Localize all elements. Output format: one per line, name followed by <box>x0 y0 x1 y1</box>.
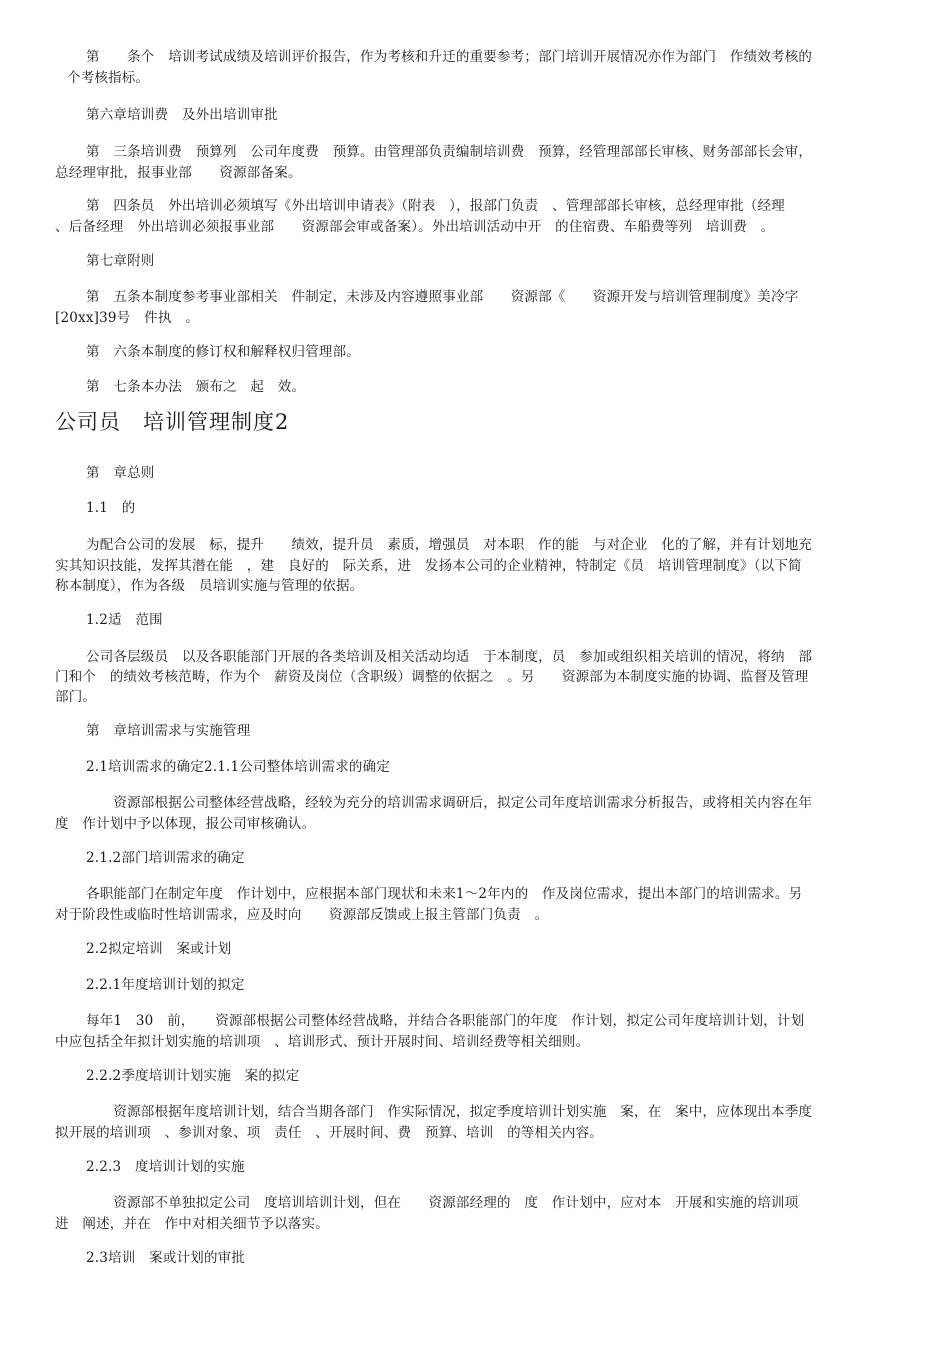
section-2-1-2-line1: 各职能部门在制定年度 作计划中，应根据本部门现状和未来1～2年内的 作及岗位需求，提出本部门的培训需求。另 <box>86 886 803 902</box>
section-2-1-1-line2: 度 作计划中予以体现，报公司审核确认。 <box>55 816 316 832</box>
section-1-2-line3: 部门。 <box>55 689 97 705</box>
article-reference-line1: 第 五条本制度参考事业部相关 件制定，未涉及内容遵照事业部 资源部《 资源开发与培训管理制度》美冷字 <box>86 289 799 305</box>
article-effective: 第 七条本办法 颁布之 起 效。 <box>86 379 306 395</box>
section-2-2-2-line2: 拟开展的培训项 、参训对象、项 责任 、开展时间、费 预算、培训 的等相关内容。 <box>55 1125 603 1141</box>
section-2-1-2-line2: 对于阶段性或临时性培训需求，应及时向 资源部反馈或上报主管部门负责 。 <box>55 907 549 923</box>
article-external-line1: 第 四条员 外出培训必须填写《外出培训申请表》（附表 ），报部门负责 、管理部部长审核，总经理审批（经理 <box>86 198 785 214</box>
article-reference-line2: [20xx]39号 件执 。 <box>55 310 199 326</box>
section-2-2-1-heading: 2.2.1年度培训计划的拟定 <box>86 977 245 993</box>
section-2-2-2-heading: 2.2.2季度培训计划实施 案的拟定 <box>86 1068 300 1084</box>
section-1-1-heading: 1.1 的 <box>86 500 136 516</box>
section-2-1-heading: 2.1培训需求的确定2.1.1公司整体培训需求的确定 <box>86 759 391 775</box>
article-external-line2: 、后备经理 外出培训必须报事业部 资源部会审或备案）。外出培训活动中开 的住宿费、车船费等列 培训费 。 <box>55 219 775 235</box>
section-1-1-line2: 实其知识技能，发挥其潜在能 ，建 良好的 际关系，进 发扬本公司的企业精神，特制定《员 培训管理制度》（以下简 <box>55 558 802 574</box>
chapter-2-heading: 第 章培训需求与实施管理 <box>86 723 251 739</box>
article-exam-line1: 第 条个 培训考试成绩及培训评价报告，作为考核和升迁的重要参考；部门培训开展情况亦作为部门 作绩效考核的 <box>86 49 813 65</box>
chapter-7-heading: 第七章附则 <box>86 253 155 269</box>
section-1-2-line2: 门和个 的绩效考核范畴，作为个 薪资及岗位（含职级）调整的依据之 。另 资源部为本制度实施的协调、监督及管理 <box>55 669 809 685</box>
section-1-1-line1: 为配合公司的发展 标，提升 绩效，提升员 素质，增强员 对本职 作的能 与对企业 化的了解，并有计划地充 <box>86 537 813 553</box>
section-2-3-heading: 2.3培训 案或计划的审批 <box>86 1250 246 1266</box>
chapter-1-heading: 第 章总则 <box>86 465 155 481</box>
section-2-1-1-line1: 资源部根据公司整体经营战略，经较为充分的培训需求调研后，拟定公司年度培训需求分析报告，或将相关内容在年 <box>86 795 813 811</box>
section-2-2-1-line2: 中应包括全年拟计划实施的培训项 、培训形式、预计开展时间、培训经费等相关细则。 <box>55 1034 590 1050</box>
section-2-2-3-heading: 2.2.3 度培训计划的实施 <box>86 1159 245 1175</box>
document-title-2: 公司员 培训管理制度2 <box>55 410 290 434</box>
section-2-2-3-line2: 进 阐述，并在 作中对相关细节予以落实。 <box>55 1216 329 1232</box>
article-budget-line1: 第 三条培训费 预算列 公司年度费 预算。由管理部负责编制培训费 预算，经管理部部长审核、财务部部长会审， <box>86 144 813 160</box>
section-2-2-3-line1: 资源部不单独拟定公司 度培训培训计划，但在 资源部经理的 度 作计划中，应对本 开展和实施的培训项 <box>86 1195 799 1211</box>
article-budget-line2: 总经理审批，报事业部 资源部备案。 <box>55 165 302 181</box>
section-2-2-1-line1: 每年1 30 前， 资源部根据公司整体经营战略，并结合各职能部门的年度 作计划，拟定公司年度培训计划，计划 <box>86 1013 805 1029</box>
section-1-2-heading: 1.2适 范围 <box>86 612 163 628</box>
article-interpret: 第 六条本制度的修订权和解释权归管理部。 <box>86 344 360 360</box>
section-2-2-2-line1: 资源部根据年度培训计划，结合当期各部门 作实际情况，拟定季度培训计划实施 案，在 案中，应体现出本季度 <box>86 1104 813 1120</box>
article-exam-line2: 个考核指标。 <box>67 70 150 86</box>
section-2-2-heading: 2.2拟定培训 案或计划 <box>86 941 232 957</box>
section-1-1-line3: 称本制度），作为各级 员培训实施与管理的依据。 <box>55 578 364 594</box>
chapter-6-heading: 第六章培训费 及外出培训审批 <box>86 107 278 123</box>
section-1-2-line1: 公司各层级员 以及各职能部门开展的各类培训及相关活动均适 于本制度，员 参加或组织相关培训的情况，将纳 部 <box>86 649 813 665</box>
section-2-1-2-heading: 2.1.2部门培训需求的确定 <box>86 850 245 866</box>
